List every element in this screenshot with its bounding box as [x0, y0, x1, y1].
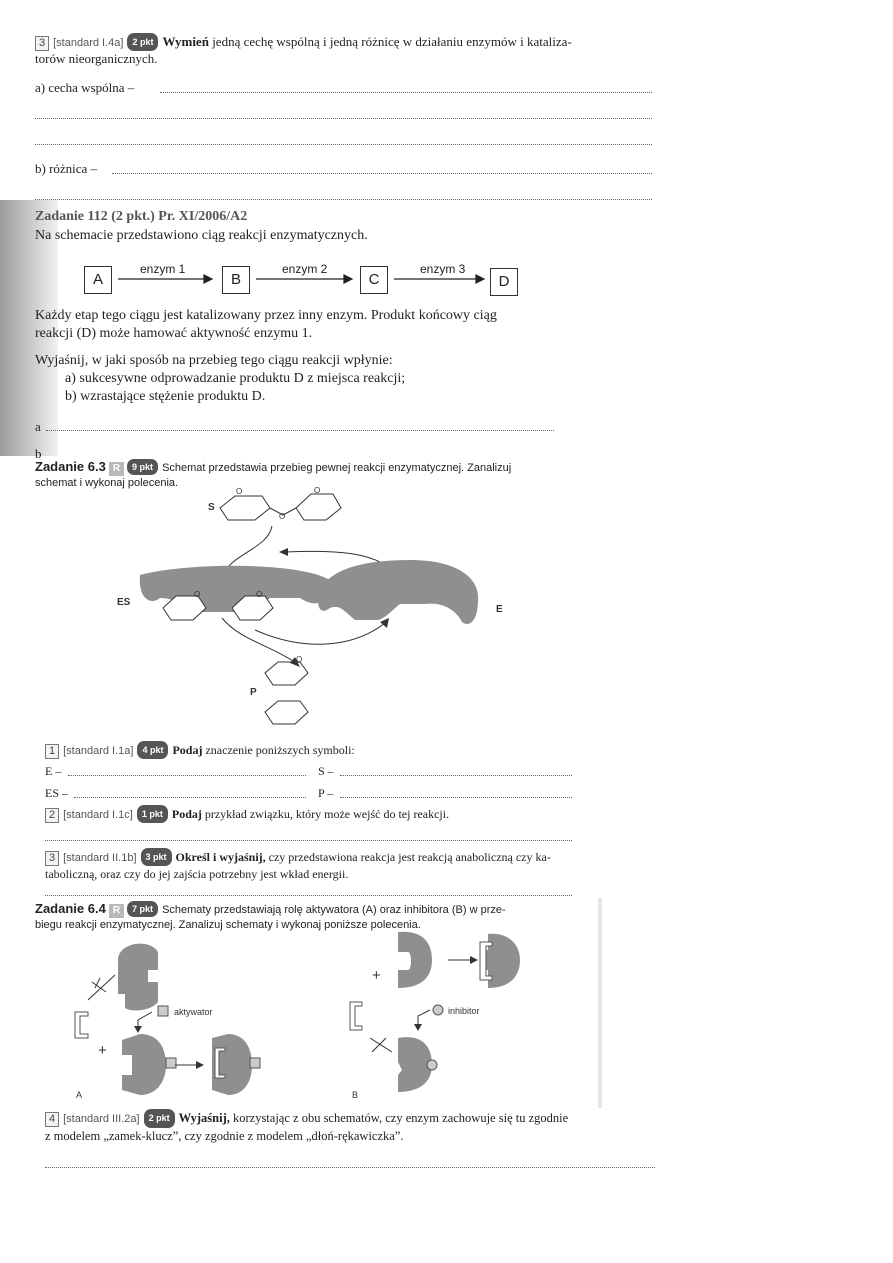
q1-e-label: E –	[45, 764, 62, 778]
activator-inhibitor-diagram	[0, 930, 600, 1105]
task3-points: 2 pkt	[127, 33, 158, 51]
q4-prompt: 4 [standard III.2a] 2 pkt Wyjaśnij, korzystając z obu schematów, czy enzym zachowuje się tu zgodnie z modelem „zamek-klucz”, czy zgodnie z modelem „dłoń-rękawiczka”.	[45, 1111, 569, 1143]
task3-a-label: a) cecha wspólna –	[35, 80, 135, 95]
answer-line[interactable]	[68, 775, 306, 776]
zad112-question: Wyjaśnij, w jaki sposób na przebieg tego ciągu reakcji wpłynie: a) sukcesywne odprowadzanie produktu D z miejsca reakcji; b) wzrastające stężenie produktu D.	[35, 353, 406, 404]
svg-text:O: O	[194, 590, 201, 599]
enzyme-label-3: enzym 3	[420, 262, 466, 276]
zad63-points: 9 pkt	[127, 459, 158, 475]
reaction-box-c: C	[360, 266, 388, 294]
zad112-answer-b-label: b	[35, 446, 42, 461]
label-es: ES	[117, 597, 131, 608]
scheme-a-label: A	[76, 1090, 83, 1100]
task3-standard: [standard I.4a]	[53, 37, 124, 49]
q1-prompt: 1 [standard I.1a] 4 pkt Podaj znaczenie poniższych symboli:	[45, 741, 355, 759]
label-e: E	[496, 604, 503, 615]
zad112-intro: Na schemacie przedstawiono ciąg reakcji enzymatycznych.	[35, 228, 368, 243]
enzyme-a-top	[118, 944, 158, 1011]
task3-verb: Wymień	[162, 34, 209, 49]
label-s: S	[208, 502, 215, 513]
svg-text:O: O	[279, 512, 286, 521]
label-p: P	[250, 687, 257, 698]
answer-line[interactable]	[45, 895, 572, 896]
task3-text-1: jedną cechę wspólną i jedną różnicę w działaniu enzymów i kataliza-	[212, 34, 572, 49]
answer-line[interactable]	[45, 840, 572, 841]
q1-s-label: S –	[318, 764, 334, 778]
zad63-level: R	[109, 462, 124, 476]
reaction-arrows	[0, 0, 893, 300]
answer-line[interactable]	[340, 775, 572, 776]
task3-b-label: b) różnica –	[35, 161, 98, 176]
svg-text:O: O	[256, 590, 263, 599]
answer-line[interactable]	[46, 430, 554, 431]
answer-line[interactable]	[340, 797, 572, 798]
zad64-title: Zadanie 6.4	[35, 901, 106, 916]
zad63-title: Zadanie 6.3	[35, 459, 106, 474]
q1-es-label: ES –	[45, 786, 69, 800]
enzyme-label-1: enzym 1	[140, 262, 186, 276]
svg-text:O: O	[236, 487, 243, 496]
reaction-box-b: B	[222, 266, 250, 294]
scheme-b-label: B	[352, 1090, 359, 1100]
q1-p-label: P –	[318, 786, 334, 800]
q1-number: 1	[45, 744, 59, 759]
answer-line[interactable]	[45, 1167, 655, 1168]
activator-label: aktywator	[174, 1007, 213, 1017]
svg-text:+: +	[98, 1042, 107, 1059]
reaction-box-d: D	[490, 268, 518, 296]
svg-text:O: O	[296, 655, 303, 664]
q2-prompt: 2 [standard I.1c] 1 pkt Podaj przykład związku, który może wejść do tej reakcji.	[45, 805, 449, 823]
q3-prompt: 3 [standard II.1b] 3 pkt Określ i wyjaśnij, czy przedstawiona reakcja jest reakcją anaboliczną czy ka- taboliczną, oraz czy do jej zajścia potrzebny jest wkład energii.	[45, 850, 551, 881]
task3-text-2: torów nieorganicznych.	[35, 51, 158, 66]
task3-number: 3	[35, 36, 49, 51]
free-enzyme-shape	[318, 560, 478, 624]
enzyme-label-2: enzym 2	[282, 262, 328, 276]
zad112-paragraph: Każdy etap tego ciągu jest katalizowany przez inny enzym. Produkt końcowy ciąg reakcji (D) może hamować aktywność enzymu 1.	[35, 308, 497, 341]
zad63-header: Zadanie 6.3 R 9 pkt Schemat przedstawia przebieg pewnej reakcji enzymatycznej. Zanalizuj schemat i wykonaj polecenia.	[35, 459, 512, 489]
enzyme-reaction-diagram	[0, 480, 893, 740]
reaction-box-a: A	[84, 266, 112, 294]
svg-text:O: O	[314, 486, 321, 495]
inhibitor-label: inhibitor	[448, 1006, 480, 1016]
zad112-title: Zadanie 112 (2 pkt.) Pr. XI/2006/A2	[35, 209, 248, 224]
svg-text:+: +	[372, 967, 381, 984]
zad112-answer-a-label: a	[35, 419, 41, 434]
answer-line[interactable]	[74, 797, 306, 798]
zad64-header: Zadanie 6.4 R 7 pkt Schematy przedstawiają rolę aktywatora (A) oraz inhibitora (B) w prze- biegu reakcji enzymatycznej. Zanalizuj schematy i wykonaj poniższe polecenia.	[35, 901, 506, 931]
product-molecules	[265, 662, 308, 724]
